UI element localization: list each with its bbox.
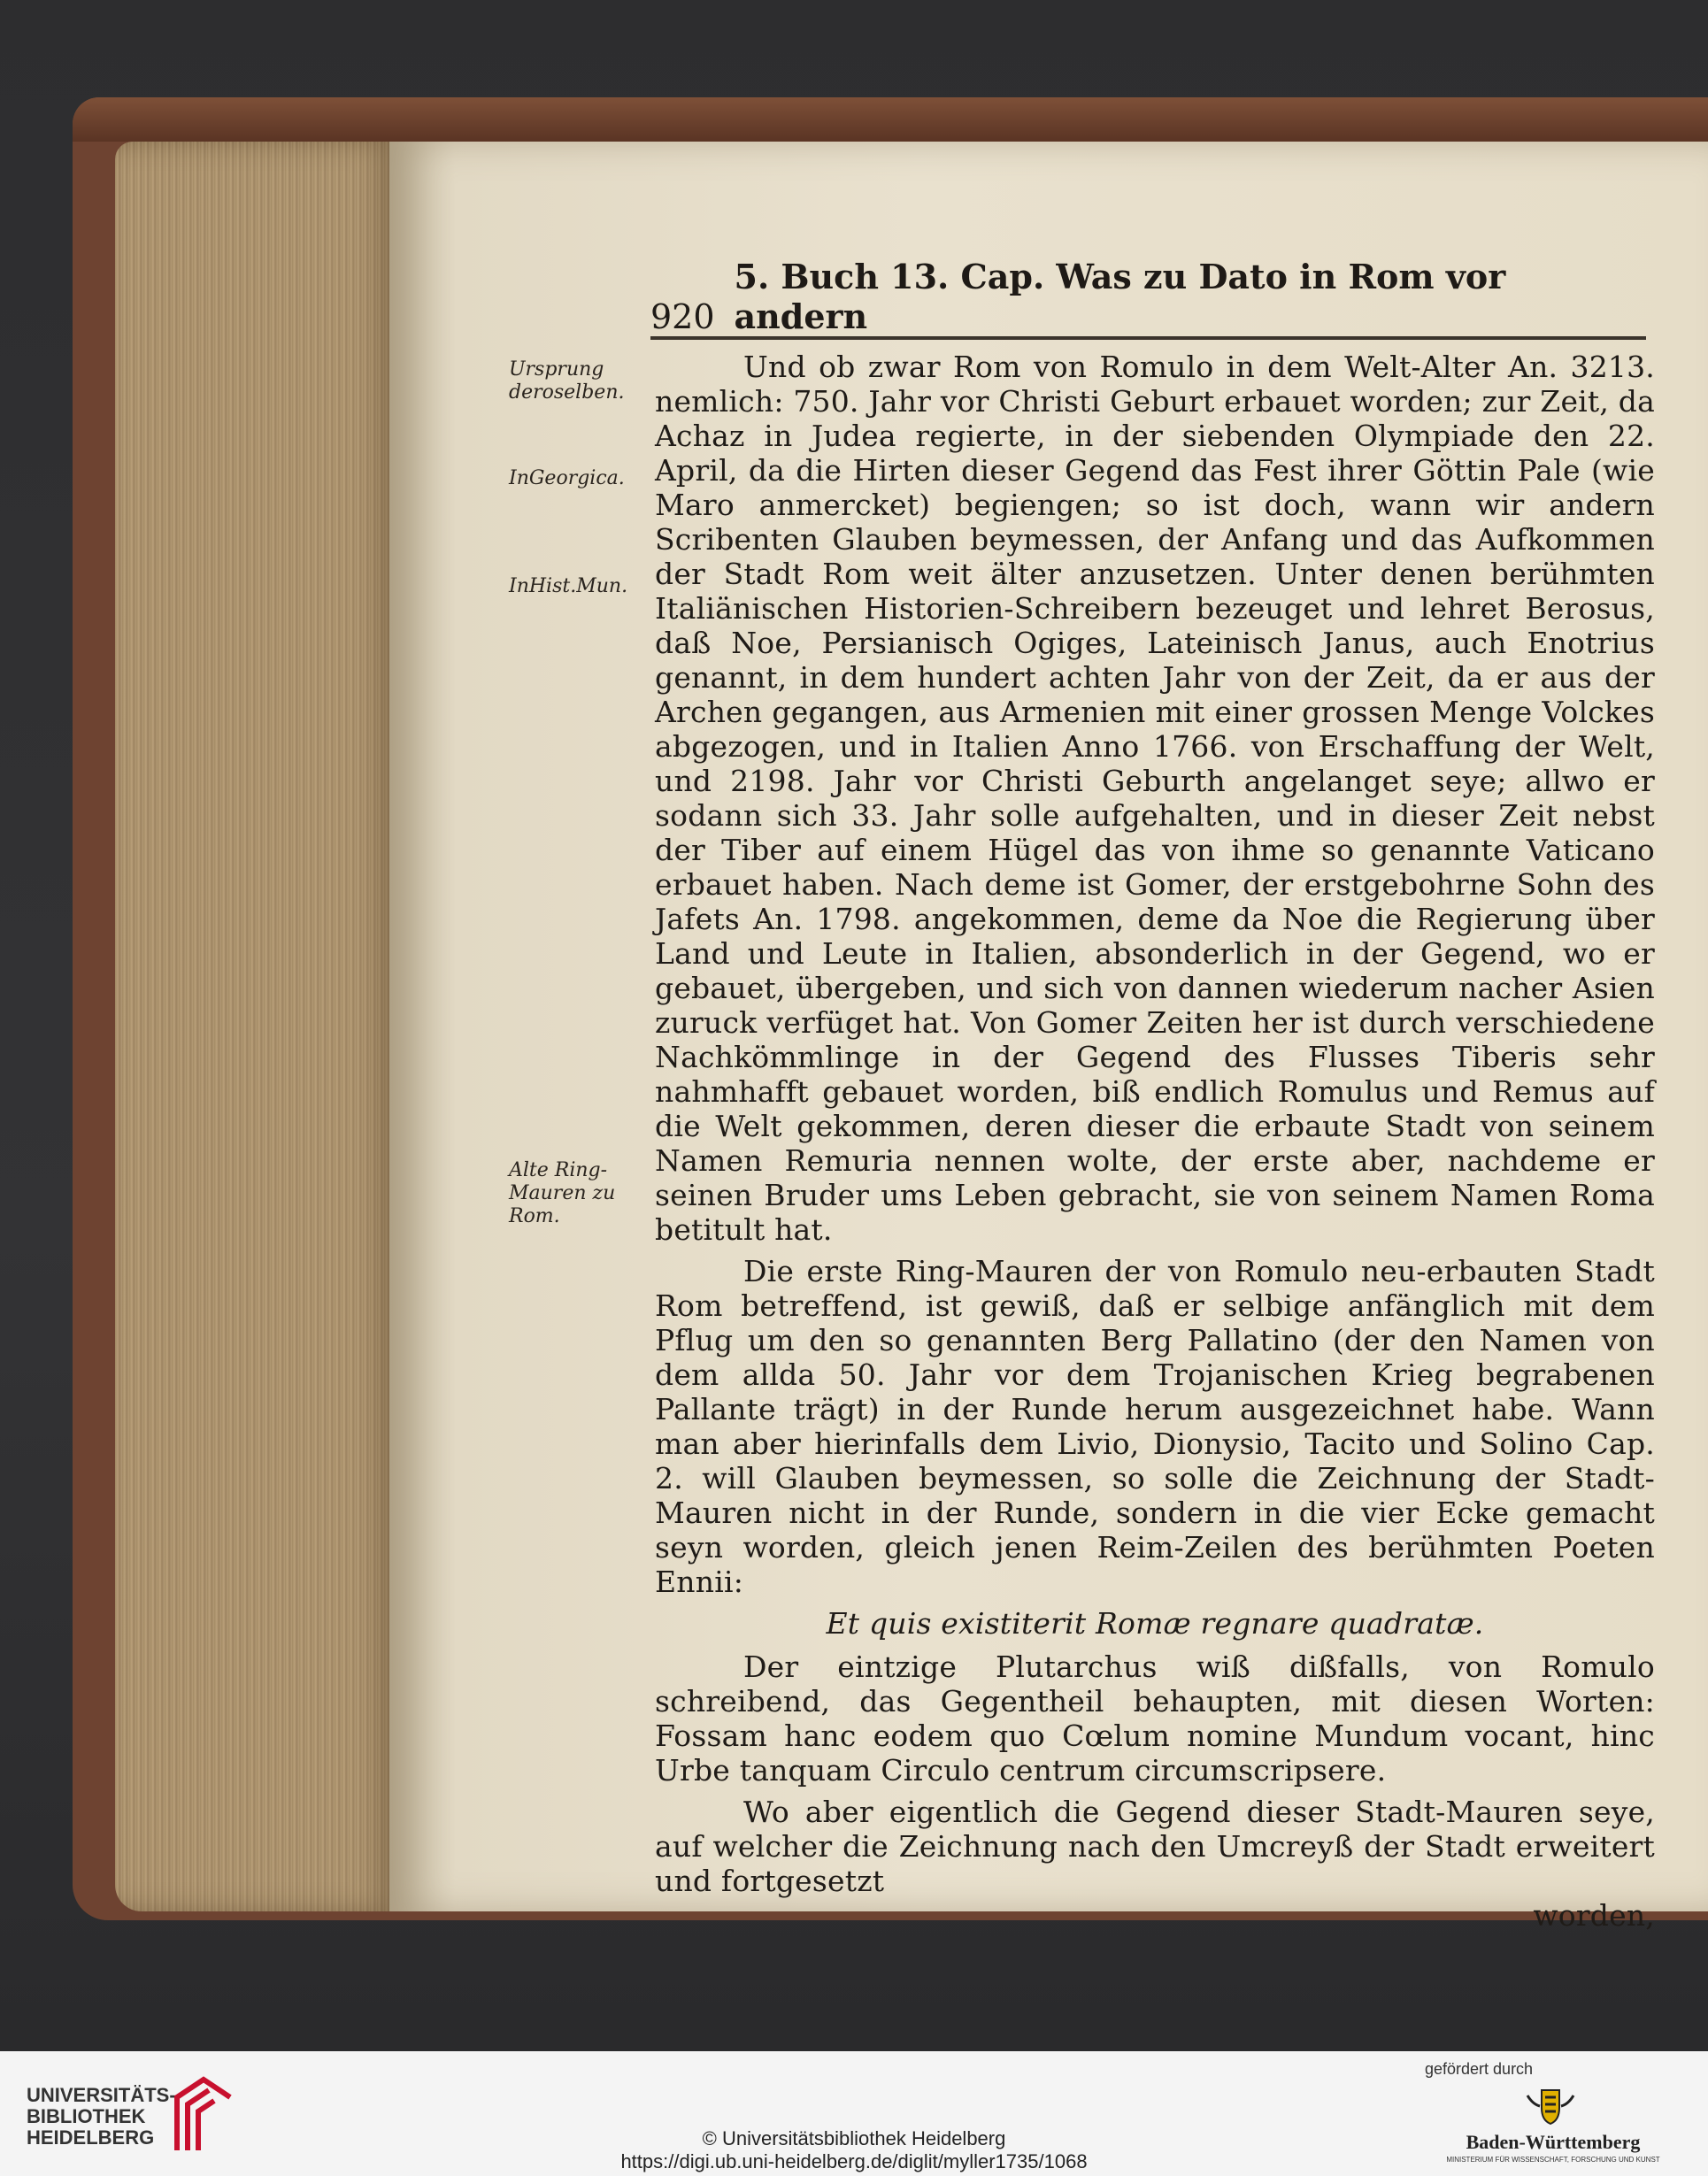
page-header: [650, 257, 1646, 340]
footer-banner: [0, 2051, 1708, 2176]
paragraph-end-word: worden,: [1533, 1898, 1655, 1933]
body-text: [655, 350, 1655, 1933]
paragraph: Die erste Ring-Mauren der von Romulo neu-erbauten Stadt Rom betreffend, ist gewiß, daß er selbige anfänglich mit dem Pflug um den so genannten Berg Pallatino (der den Namen von dem allda 50. Jahr vor dem Trojanischen Krieg begrabenen Pallante trägt) in der Runde herum ausgezeichnet habe. Wann man aber hierinfalls dem Livio, Dionysio, Tacito und Solino Cap. 2. will Glauben beymessen, so solle die Zeichnung der Stadt-Mauren nicht in der Runde, sondern in die vier Ecke gemacht seyn worden, gleich jenen Reim-Zeilen des berühmten Poeten Ennii:: [655, 1254, 1655, 1599]
state-name: Baden-Württemberg: [1466, 2131, 1641, 2153]
marginal-note-hist-mun: InHist.Mun.: [509, 575, 628, 597]
marginal-note-origin: Ursprung deroselben.: [509, 358, 625, 404]
page-edges: [115, 142, 398, 1911]
book-cover-top: [73, 97, 1708, 142]
running-head: 5. Buch 13. Cap. Was zu Dato in Rom vor andern: [734, 257, 1506, 336]
verse-quote: Et quis existiterit Romæ regnare quadratæ.: [826, 1606, 1484, 1641]
funded-by-label: gefördert durch: [1425, 2060, 1534, 2078]
paragraph: Der eintzige Plutarchus wiß dißfalls, von Romulo schreibend, das Gegentheil behaupten, mit diesen Worten: Fossam hanc eodem quo Cœlum nomine Mundum vocant, hinc Urbe tanquam Circulo centrum circumscripsere.: [655, 1649, 1655, 1788]
paragraph: Wo aber eigentlich die Gegend dieser Stadt-Mauren seye, auf welcher die Zeichnung nach den Umcreyß der Stadt erweitert und fortgesetzt: [655, 1795, 1655, 1898]
marginal-note-georgica: InGeorgica.: [509, 467, 625, 489]
baden-wuerttemberg-crest-icon: [1522, 2085, 1579, 2127]
copyright-notice: © Universitätsbibliothek Heidelberg: [702, 2127, 1006, 2149]
page-number: 920: [650, 297, 715, 336]
permalink-url[interactable]: https://digi.ub.uni-heidelberg.de/diglit/myller1735/1068: [620, 2150, 1088, 2172]
marginal-note-ring-walls: Alte Ring-Mauren zu Rom.: [509, 1159, 616, 1227]
paragraph: Und ob zwar Rom von Romulo in dem Welt-Alter An. 3213. nemlich: 750. Jahr vor Christi Geburt erbauet worden; zur Zeit, da Achaz in Judea regierte, in der siebenden Olympiade den 22. April, da die Hirten dieser Gegend das Fest ihrer Göttin Pale (wie Maro anmercket) begiengen; so ist doch, wann wir andern Scribenten Glauben beymessen, der Anfang und das Aufkommen der Stadt Rom weit älter anzusetzen. Unter denen berühmten Italiänischen Historien-Schreibern bezeuget und lehret Berosus, daß Noe, Persianisch Ogiges, Lateinisch Janus, auch Enotrius genannt, in dem hundert achten Jahr von der Zeit, da er aus der Archen gegangen, aus Armenien mit einer grossen Menge Volckes abgezogen, und in Italien Anno 1766. von Erschaffung der Welt, und 2198. Jahr vor Christi Geburth angelanget seye; allwo er sodann sich 33. Jahr solle aufgehalten, und in dieser Zeit nebst der Tiber auf einem Hügel das von ihme so genannte Vaticano erbauet haben. Nach deme ist Gomer, der erstgebohrne Sohn des Jafets An. 1798. angekommen, deme da Noe die Regierung über Land und Leute in Italien, absonderlich in der Gegend, wo er gebauet, übergeben, und sich von dannen wiederum nacher Asien zuruck verfüget hat. Von Gomer Zeiten her ist durch verschiedene Nachkömmlinge in der Gegend des Flusses Tiberis sehr nahmhafft gebauet worden, biß endlich Romulus und Remus auf die Welt gekommen, deren dieser die erbaute Stadt von seinem Namen Remuria nennen wolte, der erste aber, nachdeme er seinen Bruder ums Leben gebracht, sie von seinem Namen Roma betitult hat.: [655, 350, 1655, 1247]
ministry-name: MINISTERIUM FÜR WISSENSCHAFT, FORSCHUNG UND KUNST: [1446, 2156, 1660, 2164]
library-name: UNIVERSITÄTS-BIBLIOTHEK HEIDELBERG: [27, 2084, 176, 2149]
